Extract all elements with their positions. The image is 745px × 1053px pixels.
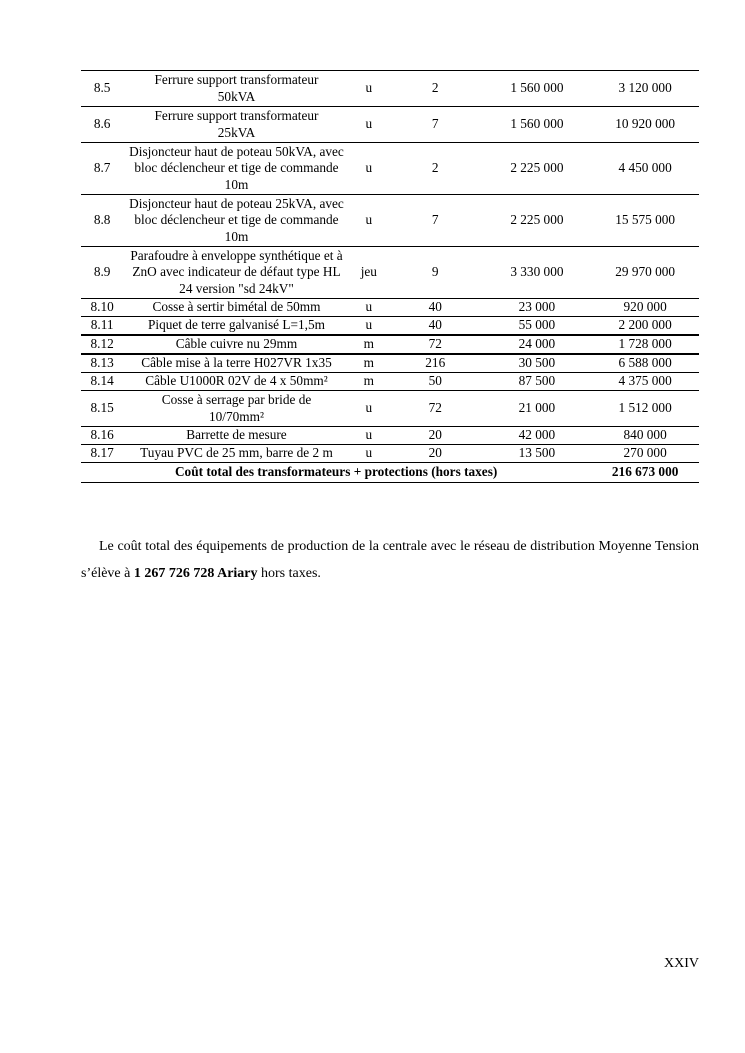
item-amount: 920 000 [591,299,699,317]
item-quantity: 20 [388,427,483,445]
item-quantity: 40 [388,317,483,336]
item-quantity: 7 [388,107,483,143]
item-unit: u [350,107,388,143]
item-unit: u [350,427,388,445]
item-description: Disjoncteur haut de poteau 50kVA, avec bloc déclencheur et tige de commande 10m [123,143,349,195]
paragraph-text-end: hors taxes. [257,566,321,581]
item-description: Câble mise à la terre H027VR 1x35 [123,354,349,373]
item-number: 8.14 [81,373,123,391]
item-unit: u [350,71,388,107]
item-unit-price: 2 225 000 [483,195,592,247]
item-unit: m [350,335,388,354]
item-amount: 6 588 000 [591,354,699,373]
item-unit-price: 1 560 000 [483,107,592,143]
item-description: Câble U1000R 02V de 4 x 50mm² [123,373,349,391]
table-total-row [81,463,699,483]
item-unit-price: 87 500 [483,373,592,391]
item-unit-price: 30 500 [483,354,592,373]
item-number: 8.13 [81,354,123,373]
table-row [81,427,699,445]
item-unit: u [350,195,388,247]
paragraph-text: Le coût total des équipements de production de la centrale avec le réseau de distribution Moyenne Tension s’élève à [81,539,699,581]
item-number: 8.6 [81,107,123,143]
item-description: Tuyau PVC de 25 mm, barre de 2 m [123,445,349,463]
item-unit-price: 3 330 000 [483,247,592,299]
item-amount: 29 970 000 [591,247,699,299]
item-quantity: 216 [388,354,483,373]
item-quantity: 40 [388,299,483,317]
item-unit: u [350,299,388,317]
item-amount: 1 728 000 [591,335,699,354]
item-number: 8.9 [81,247,123,299]
item-number: 8.12 [81,335,123,354]
item-amount: 1 512 000 [591,391,699,427]
item-description: Câble cuivre nu 29mm [123,335,349,354]
item-number: 8.17 [81,445,123,463]
table-row [81,317,699,336]
item-number: 8.11 [81,317,123,336]
total-value: 216 673 000 [591,463,699,483]
item-unit: u [350,391,388,427]
table-row [81,299,699,317]
item-number: 8.10 [81,299,123,317]
item-amount: 15 575 000 [591,195,699,247]
item-description: Ferrure support transformateur 50kVA [123,71,349,107]
item-quantity: 9 [388,247,483,299]
item-description: Barrette de mesure [123,427,349,445]
item-unit-price: 1 560 000 [483,71,592,107]
item-unit-price: 24 000 [483,335,592,354]
item-unit-price: 23 000 [483,299,592,317]
table-row [81,391,699,427]
item-number: 8.5 [81,71,123,107]
item-unit-price: 55 000 [483,317,592,336]
page-number: XXIV [664,956,699,971]
item-amount: 10 920 000 [591,107,699,143]
item-description: Disjoncteur haut de poteau 25kVA, avec bloc déclencheur et tige de commande 10m [123,195,349,247]
item-unit-price: 42 000 [483,427,592,445]
total-label: Coût total des transformateurs + protections (hors taxes) [81,463,591,483]
item-unit: u [350,317,388,336]
item-number: 8.7 [81,143,123,195]
item-unit: jeu [350,247,388,299]
item-description: Piquet de terre galvanisé L=1,5m [123,317,349,336]
item-quantity: 72 [388,335,483,354]
item-quantity: 72 [388,391,483,427]
item-amount: 2 200 000 [591,317,699,336]
table-row [81,143,699,195]
item-amount: 270 000 [591,445,699,463]
item-unit: u [350,143,388,195]
item-amount: 4 375 000 [591,373,699,391]
table-row [81,373,699,391]
table-row [81,354,699,373]
item-quantity: 20 [388,445,483,463]
item-quantity: 50 [388,373,483,391]
item-quantity: 7 [388,195,483,247]
item-unit: m [350,373,388,391]
table-row [81,247,699,299]
item-number: 8.16 [81,427,123,445]
table-row [81,445,699,463]
item-amount: 840 000 [591,427,699,445]
cost-table [81,70,699,483]
item-amount: 4 450 000 [591,143,699,195]
item-unit: m [350,354,388,373]
item-unit-price: 2 225 000 [483,143,592,195]
item-description: Parafoudre à enveloppe synthétique et à ZnO avec indicateur de défaut type HL 24 version "sd 24kV" [123,247,349,299]
table-row [81,335,699,354]
item-unit-price: 13 500 [483,445,592,463]
item-description: Cosse à serrage par bride de 10/70mm² [123,391,349,427]
item-amount: 3 120 000 [591,71,699,107]
table-row [81,107,699,143]
item-quantity: 2 [388,71,483,107]
item-number: 8.8 [81,195,123,247]
item-description: Ferrure support transformateur 25kVA [123,107,349,143]
item-unit-price: 21 000 [483,391,592,427]
item-quantity: 2 [388,143,483,195]
item-number: 8.15 [81,391,123,427]
table-row [81,195,699,247]
summary-paragraph [81,533,699,587]
paragraph-total-amount: 1 267 726 728 Ariary [133,566,258,581]
table-row [81,71,699,107]
item-unit: u [350,445,388,463]
item-description: Cosse à sertir bimétal de 50mm [123,299,349,317]
